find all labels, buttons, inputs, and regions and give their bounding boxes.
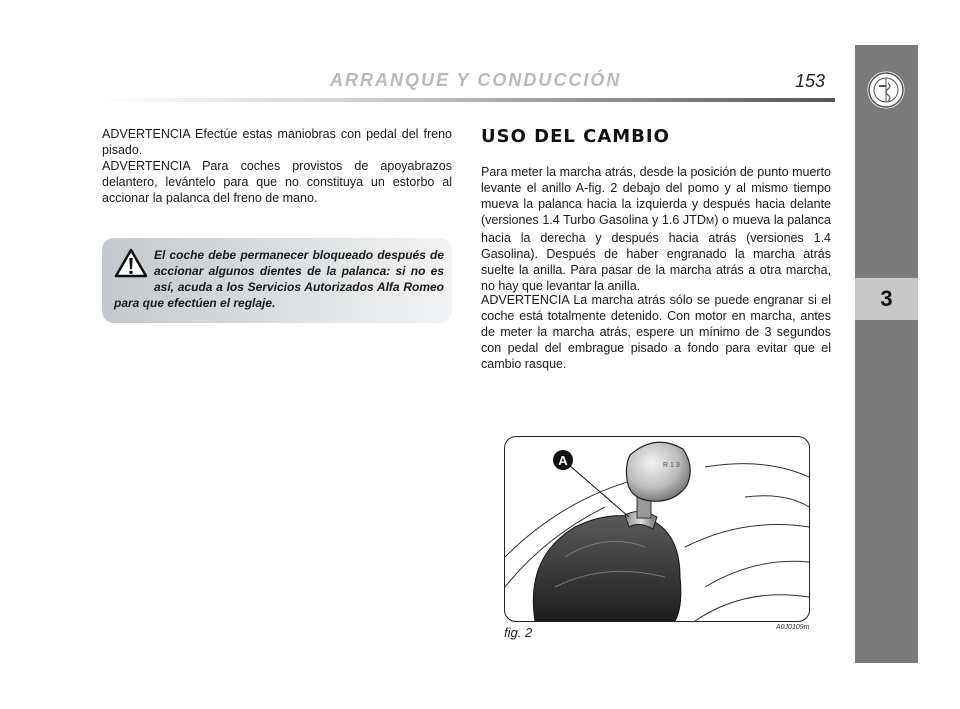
callout-label: A: [558, 453, 568, 468]
warning-text: El coche debe permanecer bloqueado después de accionar algunos dientes de la palanca: si no es así, acuda a los Servicios Autorizados Alfa Romeo para que efectúen el reglaje.: [114, 248, 444, 310]
svg-text:R 1 3: R 1 3: [663, 462, 680, 469]
figure-code: A0J0109m: [776, 624, 810, 631]
right-paragraph-1-smallcaps: M: [705, 216, 715, 227]
alfa-romeo-logo-icon: [866, 70, 906, 110]
page-number: 153: [795, 71, 826, 91]
figure-caption: fig. 2: [504, 625, 533, 640]
right-paragraph-2: ADVERTENCIA La marcha atrás sólo se puede engranar si el coche está totalmente detenido. Con motor en marcha, antes de meter la marcha atrás, espere un mínimo de 3 segundos con pedal del embrague pisado a fondo para evitar que el cambio rasque.: [481, 293, 831, 371]
section-title: USO DEL CAMBIO: [481, 126, 670, 147]
gear-lever-illustration: [505, 437, 809, 621]
chapter-tab[interactable]: 3: [855, 278, 918, 320]
right-paragraph-1: [481, 164, 831, 294]
warning-text-container: [114, 247, 444, 311]
header-rule: [100, 98, 835, 102]
warning-box: [102, 238, 452, 323]
chapter-sidebar: [855, 45, 918, 663]
left-paragraph-2: ADVERTENCIA Para coches provistos de apoyabrazos delantero, levántelo para que no constituya un estorbo al accionar la palanca del freno de mano.: [102, 159, 452, 205]
figure-gear-lever: [504, 436, 810, 622]
right-paragraph-1-end: ) o mueva la palanca hacia la derecha y después hacia atrás (versiones 1.4 Gasolina). Después de haber engranado la marcha atrás suelte la anilla. Para pasar de la marcha atrás a otra marcha, no hay que levantar la anilla.: [481, 213, 831, 293]
chapter-title: ARRANQUE Y CONDUCCIÓN: [330, 70, 622, 90]
right-paragraph-1-start: Para meter la marcha atrás, desde la posición de punto muerto levante el anillo A-fig. 2 debajo del pomo y al mismo tiempo mueva la palanca hacia la izquierda y después hacia delante (versiones 1.4 Turbo Gasolina y 1.6 JTD: [481, 165, 831, 227]
left-paragraph-1: ADVERTENCIA Efectúe estas maniobras con pedal del freno pisado.: [102, 127, 452, 157]
